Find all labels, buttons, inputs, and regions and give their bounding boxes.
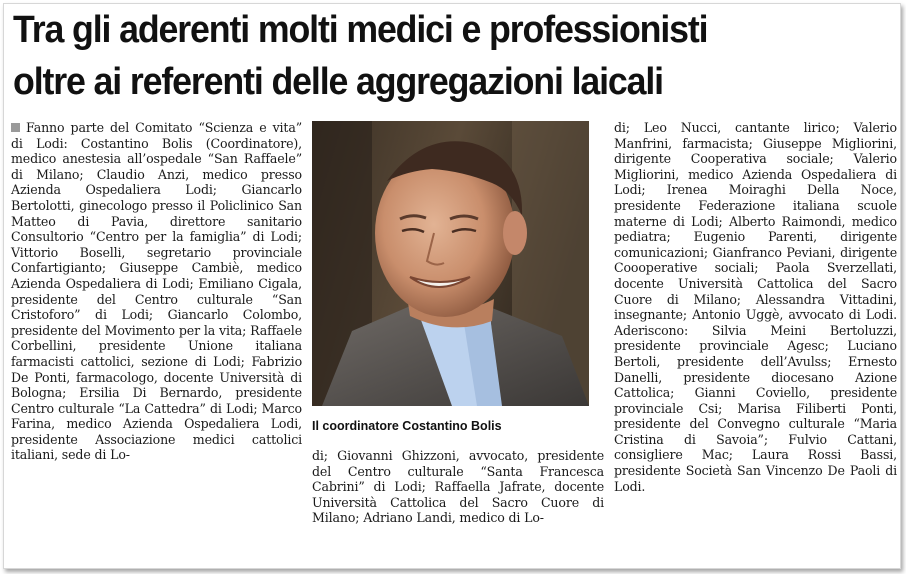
- paragraph-bullet-icon: [11, 123, 20, 132]
- headline: [13, 4, 844, 108]
- man-portrait-image: [312, 121, 589, 406]
- article-column-2: di; Giovanni Ghizzoni, avvocato, presidente del Centro culturale “Santa Francesca Cabrini” di Lodi; Raffaella Jafrate, docente Università Cattolica del Sacro Cuore di Milano; Adriano Landi, medico di Lo-: [312, 448, 604, 526]
- headline-line-1: Tra gli aderenti molti medici e professionisti: [13, 9, 708, 51]
- column-1-text: Fanno parte del Comitato “Scienza e vita” di Lodi: Costantino Bolis (Coordinatore), medico anestesia all’ospedale “San Raffaele” di Milano; Claudio Anzi, medico presso Azienda Ospedaliera Lodi; Giancarlo Bertolotti, ginecologo presso il Policlinico San Matteo di Pavia, direttore sanitario Consultorio “Centro per la famiglia” di Lodi; Vittorio Boselli, segretario provinciale Confartigianto; Giuseppe Cambiè, medico Azienda Ospedaliera di Lodi; Emiliano Cigala, presidente del Centro culturale “San Cristoforo” di Lodi; Giancarlo Colombo, presidente del Movimento per la vita; Raffaele Corbellini, presidente Unione italiana farmacisti cattolici, sezione di Lodi; Fabrizio De Ponti, farmacologo, docente Università di Bologna; Ersilia Di Bernardo, presidente Centro culturale “La Cattedra” di Lodi; Marco Farina, medico Azienda Ospedaliera Lodi, presidente Associazione medici cattolici italiani, sede di Lo-: [11, 120, 302, 463]
- article-column-3: di; Leo Nucci, cantante lirico; Valerio Manfrini, farmacista; Giuseppe Migliorini, dirigente Cooperativa sociale; Valerio Migliorini, medico Azienda Ospedaliera di Lodi; Irenea Moiraghi Della Noce, presidente Federazione italiana scuole materne di Lodi; Alberto Raimondi, medico pediatra; Eugenio Parenti, dirigente comunicazioni; Gianfranco Peviani, dirigente Coooperative sociali; Paola Sverzellati, docente Università Cattolica del Sacro Cuore di Milano; Alessandra Vittadini, insegnante; Antonio Uggè, avvocato di Lodi. Aderiscono: Silvia Meini Bertoluzzi, presidente provinciale Agesc; Luciano Bertoli, presidente dell’Avulss; Ernesto Danelli, presidente diocesano Azione Cattolica; Gianni Coviello, presidente provinciale Csi; Marisa Filiberti Ponti, presidente del Convegno culturale “Maria Cristina di Savoia”; Fulvio Cattani, consigliere Mac; Laura Rossi Bassi, presidente Società San Vincenzo De Paoli di Lodi.: [614, 120, 897, 494]
- headline-line-2: oltre ai referenti delle aggregazioni laicali: [13, 61, 663, 103]
- article-column-1: [11, 120, 302, 463]
- photo-caption: Il coordinatore Costantino Bolis: [312, 419, 502, 433]
- portrait-photo: [312, 121, 589, 406]
